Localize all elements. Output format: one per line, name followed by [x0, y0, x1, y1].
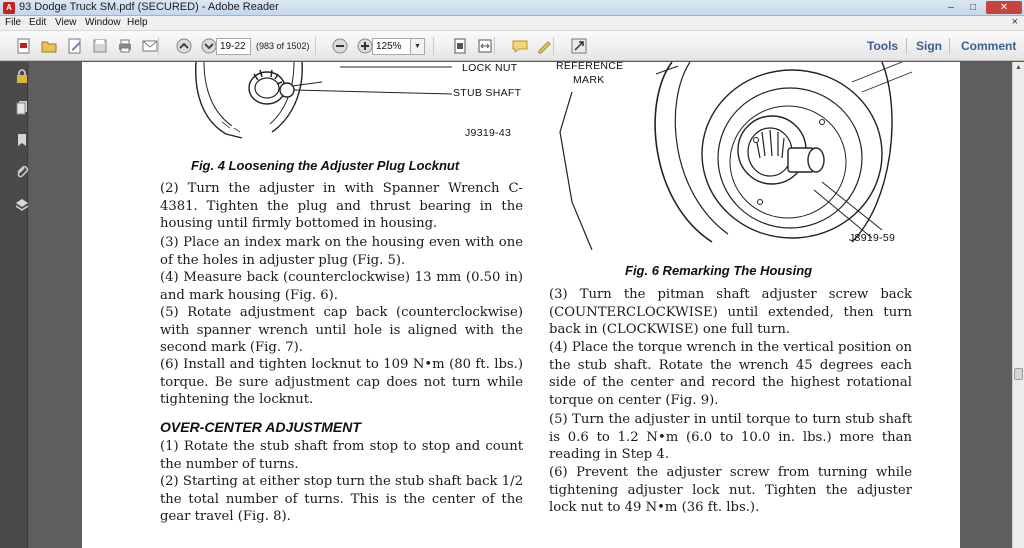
- email-icon[interactable]: [132, 37, 150, 55]
- mark-label: MARK: [573, 74, 605, 86]
- layers-icon[interactable]: [6, 197, 22, 213]
- title-bar: [0, 0, 1024, 16]
- zoom-dropdown-icon[interactable]: ▼: [410, 38, 425, 55]
- fig6-illustration: [552, 62, 922, 250]
- stub-shaft-label: STUB SHAFT: [453, 87, 522, 99]
- navigation-pane: [0, 62, 28, 548]
- menu-help[interactable]: Help: [127, 17, 148, 28]
- menu-bar: [0, 16, 1024, 31]
- right-step-5: (5) Turn the adjuster in until torque to turn stub shaft is 0.6 to 1.2 N•m (6.0 to 10.0 in. lbs.) more than reading in Step 4.: [549, 412, 912, 463]
- over-center-heading: OVER-CENTER ADJUSTMENT: [160, 419, 361, 435]
- left-step-3: (3) Place an index mark on the housing even with one of the holes in adjuster plug (Fig. 5).: [160, 235, 523, 268]
- fig6-id: J8919-59: [849, 232, 896, 244]
- tools-link[interactable]: Tools: [867, 39, 899, 53]
- oc-step-1: (1) Rotate the stub shaft from stop to stop and count the number of turns.: [160, 439, 523, 472]
- left-step-6: (6) Install and tighten locknut to 109 N•m (80 ft. lbs.) torque. Be sure adjustment cap does not turn while tightening the locknut.: [160, 357, 523, 408]
- print-icon[interactable]: [107, 37, 125, 55]
- right-step-4: (4) Place the torque wrench in the vertical position on the stub shaft. Rotate the wrench 45 degrees each side of the center and record the highest rotational torque on center (Fig. 9).: [549, 340, 912, 408]
- lock-nut-label: LOCK NUT: [462, 62, 518, 74]
- save-icon[interactable]: [82, 37, 100, 55]
- reference-label: REFERENCE: [556, 60, 624, 72]
- comment-icon[interactable]: [502, 37, 520, 55]
- scroll-up-icon[interactable]: ▲: [1015, 64, 1022, 71]
- pdf-page: [82, 62, 960, 548]
- zoom-in-icon[interactable]: [347, 37, 365, 55]
- zoom-out-icon[interactable]: [322, 37, 340, 55]
- fullscreen-icon[interactable]: [561, 37, 579, 55]
- fig6-caption: Fig. 6 Remarking The Housing: [625, 263, 813, 278]
- comment-link[interactable]: Comment: [961, 39, 1017, 53]
- page-up-icon[interactable]: [166, 37, 184, 55]
- menu-view[interactable]: View: [55, 17, 77, 28]
- fig4-id: J9319-43: [465, 127, 512, 139]
- fig4-caption: Fig. 4 Loosening the Adjuster Plug Locknut: [191, 158, 460, 173]
- pages-icon[interactable]: [6, 99, 22, 115]
- lock-icon[interactable]: [6, 68, 22, 84]
- right-step-3: (3) Turn the pitman shaft adjuster screw back (COUNTERCLOCKWISE) until extended, then turn back in (CLOCKWISE) one full turn.: [549, 287, 912, 338]
- close-document-icon[interactable]: ×: [1011, 16, 1018, 28]
- menu-edit[interactable]: Edit: [29, 17, 47, 28]
- sign-link[interactable]: Sign: [916, 39, 942, 53]
- menu-window[interactable]: Window: [85, 17, 121, 28]
- menu-file[interactable]: File: [5, 17, 22, 28]
- left-step-2: (2) Turn the adjuster in with Spanner Wrench C-4381. Tighten the plug and thrust bearing in the housing until firmly bottomed in housing.: [160, 181, 523, 232]
- minimize-button[interactable]: –: [948, 2, 954, 13]
- close-button[interactable]: ✕: [986, 1, 1022, 14]
- maximize-button[interactable]: □: [969, 2, 977, 13]
- adobe-reader-icon: A: [3, 2, 15, 14]
- attachment-icon[interactable]: [6, 164, 22, 180]
- left-step-4: (4) Measure back (counterclockwise) 13 mm (0.50 in) and mark housing (Fig. 6).: [160, 270, 523, 303]
- fit-page-icon[interactable]: [442, 37, 460, 55]
- left-step-5: (5) Rotate adjustment cap back (counterclockwise) with spanner wrench until hole is aligned with the second mark (Fig. 7).: [160, 305, 523, 356]
- toolbar: [0, 31, 1024, 61]
- bookmark-icon[interactable]: [6, 132, 22, 148]
- highlight-icon[interactable]: [527, 37, 545, 55]
- open-icon[interactable]: [31, 37, 49, 55]
- page-down-icon[interactable]: [191, 37, 209, 55]
- fit-width-icon[interactable]: [467, 37, 485, 55]
- page-count: (983 of 1502): [256, 41, 310, 51]
- create-pdf-icon[interactable]: [6, 37, 24, 55]
- edit-icon[interactable]: [57, 37, 75, 55]
- scroll-thumb[interactable]: [1014, 368, 1023, 380]
- window-title: 93 Dodge Truck SM.pdf (SECURED) - Adobe Reader: [19, 1, 279, 13]
- vertical-scrollbar[interactable]: [1012, 62, 1024, 548]
- right-step-6: (6) Prevent the adjuster screw from turning while tightening adjuster lock nut. Tighten the adjuster lock nut to 49 N•m (36 ft. lbs.).: [549, 465, 912, 516]
- oc-step-2: (2) Starting at either stop turn the stub shaft back 1/2 the total number of turns. This is the center of the gear travel (Fig. 8).: [160, 474, 523, 525]
- zoom-input[interactable]: [372, 38, 410, 55]
- page-number-input[interactable]: [216, 38, 251, 55]
